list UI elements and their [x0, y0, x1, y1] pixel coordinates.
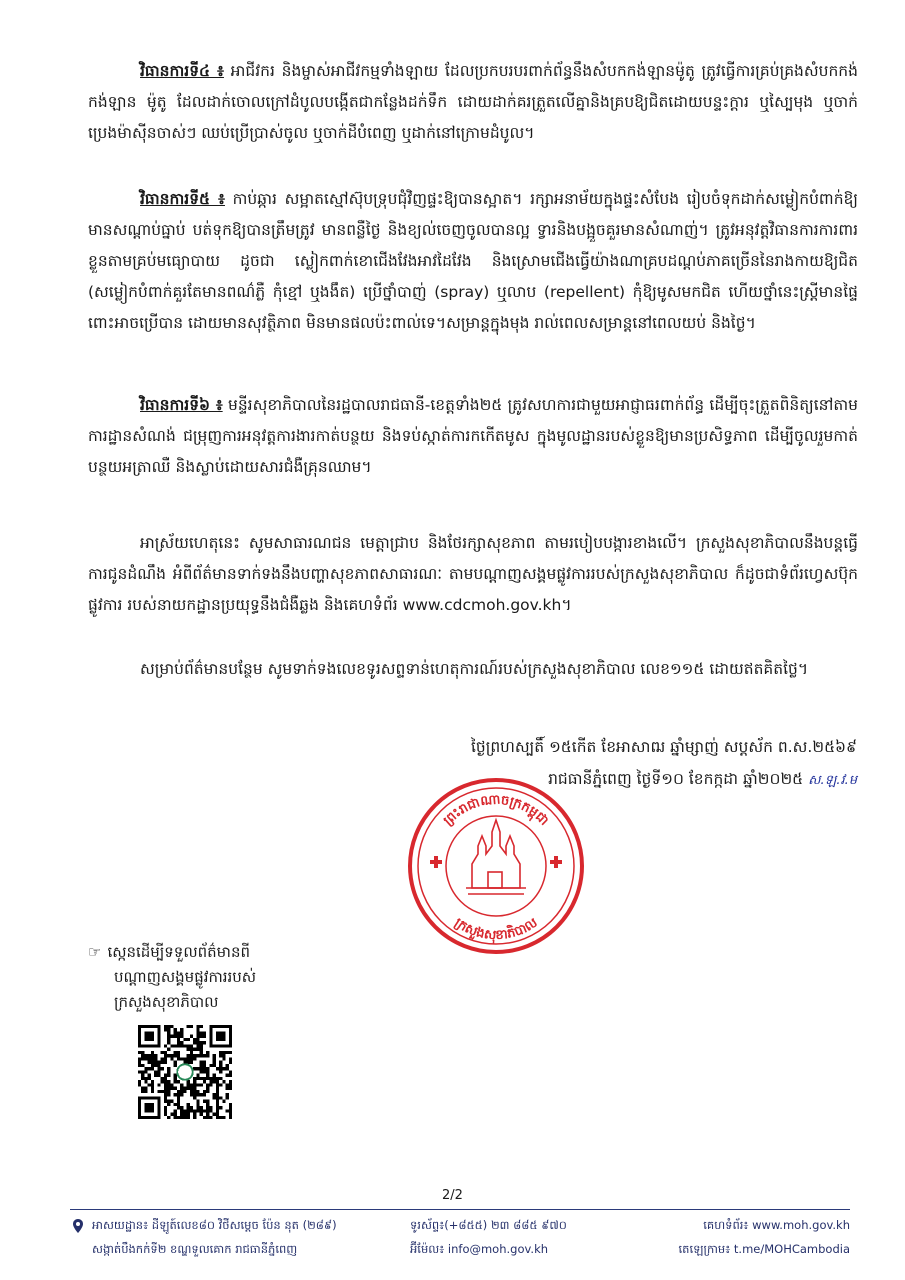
- footer: [70, 1213, 850, 1263]
- ministry-seal: [406, 776, 586, 956]
- footer-telegram[interactable]: តេឡេក្រាម៖ t.me/MOHCambodia: [678, 1242, 850, 1256]
- hotline-paragraph: [88, 654, 858, 685]
- footer-address: [70, 1213, 337, 1261]
- scan-note-line2: បណ្តាញសង្គមផ្លូវការរបស់: [114, 968, 257, 986]
- qr-code-icon: [138, 1025, 232, 1119]
- date-solar: រាជធានីភ្នំពេញ ថ្ងៃទី១០ ខែកក្កដា ឆ្នាំ២០២៥: [548, 770, 804, 788]
- closing-paragraph: [88, 528, 858, 621]
- social-media-qr-code[interactable]: [138, 1025, 232, 1119]
- measure-6-heading: វិធានការទី៦ ៖: [140, 396, 223, 414]
- measure-6-paragraph: [88, 390, 858, 483]
- footer-phone[interactable]: ទូរស័ព្ទ៖(+៨៥៥) ២៣ ៨៨៥ ៩៧០: [410, 1218, 567, 1232]
- pointing-hand-icon: ☞: [88, 943, 102, 961]
- measure-4-paragraph: [88, 56, 858, 149]
- svg-text:ក្រសួងសុខាភិបាល: [452, 915, 541, 944]
- scan-note-line3: ក្រសួងសុខាភិបាល: [114, 993, 219, 1011]
- address-line1: អាសយដ្ឋាន៖ ដីឡូត៍លេខ៨០ វិថីសម្តេច ប៉ែន នុត (២៨៩): [92, 1218, 337, 1232]
- date-lunar: ថ្ងៃព្រហស្បតិ៍ ១៥កើត ខែអាសាឍ ឆ្នាំម្សាញ់ សប្តស័ក ព.ស.២៥៦៩: [470, 738, 857, 756]
- measure-5-body: កាប់ឆ្ការ សម្អាតស្មៅស៊ុបទ្រុបជុំវិញផ្ទះឱ្យបានស្អាត។ រក្សាអនាម័យក្នុងផ្ទះសំបែង រៀបចំទុកដាក់សម្លៀកបំពាក់ឱ្យមានសណ្តាប់ធ្នាប់ បត់ទុកឱ្យបានត្រឹមត្រូវ មានពន្លឺថ្ងៃ និងខ្យល់ចេញចូលបានល្អ ទ្វារនិងបង្អួចគួរមានសំណាញ់។ ត្រូវអនុវត្តវិធានការការពារខ្លួនតាមគ្រប់មធ្យោបាយ ដូចជា ស្លៀកពាក់ខោជើងវែងអាវដៃវែង និងស្រោមជើងធ្វើយ៉ាងណាគ្របដណ្តប់ភាគច្រើននៃរាងកាយឱ្យជិត (សម្លៀកបំពាក់គួរតែមានពណ៌ភ្លឺ កុំខ្មៅ ឬងងឹត) ប្រើថ្នាំបាញ់ (spray) ឬលាប (repellent) កុំឱ្យមូសមកជិត ហើយថ្នាំនេះស្ត្រីមានផ្ទៃពោះអាចប្រើបាន ដោយមានសុវត្ថិភាព មិនមានផលប៉ះពាល់ទេ។សម្រាន្តក្នុងមុង រាល់ពេលសម្រាន្តនៅពេលយប់ និងថ្ងៃ។: [88, 190, 858, 332]
- seal-graphic: [406, 776, 586, 956]
- page-number: 2/2: [442, 1188, 463, 1203]
- date-solar-line: [548, 764, 857, 796]
- scan-qr-note: [88, 940, 348, 1015]
- footer-divider: [70, 1209, 850, 1210]
- measure-4-heading: វិធានការទី៤ ៖: [140, 62, 224, 80]
- measure-5-heading: វិធានការទី៥ ៖: [140, 190, 225, 208]
- scan-note-line1: ស្កេនដើម្បីទទួលព័ត៌មានពី: [107, 943, 250, 961]
- closing-text: អាស្រ័យហេតុនេះ សូមសាធារណជន មេត្តាជ្រាប និងថែរក្សាសុខភាព តាមរបៀបបង្ការខាងលើ។ ក្រសួងសុខាភិបាលនឹងបន្តធ្វើការជូនដំណឹង អំពីព័ត៌មានទាក់ទងនឹងបញ្ហាសុខភាពសាធារណៈ តាមបណ្តាញសង្គមផ្លូវការរបស់ក្រសួងសុខាភិបាល ក៏ដូចជាទំព័រហ្វេសប៊ុកផ្លូវការ របស់នាយកដ្ឋានប្រយុទ្ធនឹងជំងឺឆ្លង និងគេហទំព័រ www.cdcmoh.gov.kh។: [88, 534, 858, 614]
- measure-6-body: មន្ទីរសុខាភិបាលនៃរដ្ឋបាលរាជធានី-ខេត្តទាំង២៥ ត្រូវសហការជាមួយអាជ្ញាធរពាក់ព័ន្ធ ដើម្បីចុះត្រួតពិនិត្យនៅតាមការដ្ឋានសំណង់ ជម្រុញការអនុវត្តការងារកាត់បន្ថយ និងទប់ស្កាត់ការកកើតមូស ក្នុងមូលដ្ឋានរបស់ខ្លួនឱ្យមានប្រសិទ្ធភាព ដើម្បីចូលរួមកាត់បន្ថយអត្រាឈឺ និងស្លាប់ដោយសារជំងឺគ្រុនឈាម។: [88, 396, 859, 476]
- seal-text-bottom: ក្រសួងសុខាភិបាល: [451, 915, 541, 944]
- measure-5-paragraph: [88, 184, 858, 339]
- footer-website[interactable]: គេហទំព័រ៖ www.moh.gov.kh: [703, 1218, 850, 1232]
- signature-scribble: ស.ឡ.វ.ម: [808, 773, 857, 788]
- footer-email[interactable]: អ៊ីម៉ែល៖ info@moh.gov.kh: [410, 1242, 549, 1256]
- footer-web: [679, 1213, 850, 1261]
- address-line2: សង្កាត់បឹងកក់ទី២ ខណ្ឌទួលគោក រាជធានីភ្នំពេញ: [92, 1242, 298, 1256]
- hotline-text: សម្រាប់ព័ត៌មានបន្ថែម សូមទាក់ទងលេខទូរសព្ទទាន់ហេតុការណ៍របស់ក្រសួងសុខាភិបាល លេខ១១៥ ដោយឥតគិតថ្លៃ។: [140, 660, 809, 678]
- measure-4-body: អាជីវករ និងម្ចាស់អាជីវកម្មទាំងឡាយ ដែលប្រកបរបរពាក់ព័ន្ធនឹងសំបកកង់ឡានម៉ូតូ ត្រូវធ្វើការគ្រប់គ្រងសំបកកង់ កង់ឡាន ម៉ូតូ ដែលដាក់ចោលក្រៅដំបូលបង្កើតជាកន្លែងដក់ទឹក ដោយដាក់គរត្រួតលើគ្នានិងគ្របឱ្យជិតដោយបន្ទះក្តារ ឬស្បៃមុង ឬចាក់ប្រេងម៉ាស៊ីនចាស់ៗ ឈប់ប្រើប្រាស់ចូល ឬចាក់ដីបំពេញ ឬដាក់នៅក្រោមដំបូល។: [88, 62, 858, 142]
- seal-text-top: ព្រះរាជាណាចក្រកម្ពុជា: [440, 792, 552, 829]
- location-icon: [70, 1218, 86, 1234]
- footer-contact: [410, 1213, 567, 1261]
